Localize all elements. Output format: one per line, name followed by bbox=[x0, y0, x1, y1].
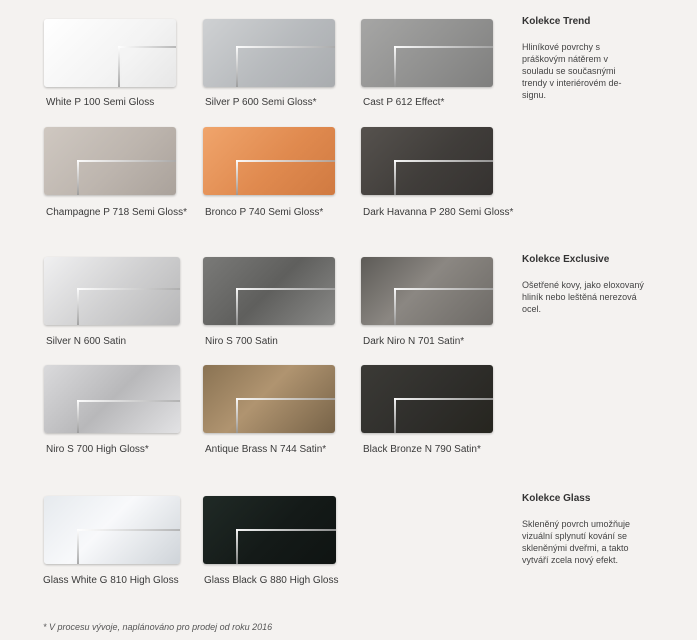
swatch-glass-black-g880 bbox=[203, 496, 336, 564]
collection-title-glass: Kolekce Glass bbox=[522, 493, 591, 504]
swatch-label: Silver N 600 Satin bbox=[46, 336, 127, 347]
swatch-label: Black Bronze N 790 Satin* bbox=[363, 444, 481, 455]
swatch-label: Silver P 600 Semi Gloss* bbox=[205, 97, 317, 108]
swatch-niro-s700 bbox=[203, 257, 335, 325]
swatch-label: Glass Black G 880 High Gloss bbox=[204, 575, 339, 586]
swatch-black-bronze-n790 bbox=[361, 365, 493, 433]
swatch-label: Champagne P 718 Semi Gloss* bbox=[46, 207, 188, 218]
swatch-label: Niro S 700 High Gloss* bbox=[46, 444, 149, 455]
swatch-white-p100 bbox=[44, 19, 176, 87]
collection-text-glass: Skleněný povrch umožňuje vizuální splynutí kování se skleněnými dveřmi, a takto vytváří zcela nový efekt. bbox=[522, 519, 631, 565]
swatch-silver-p600 bbox=[203, 19, 335, 87]
swatch-label: White P 100 Semi Gloss bbox=[46, 97, 155, 108]
footnote: * V procesu vývoje, naplánováno pro prodej od roku 2016 bbox=[43, 622, 273, 632]
swatch-dark-niro-n701 bbox=[361, 257, 493, 325]
swatch-glass-white-g810 bbox=[44, 496, 180, 564]
swatch-antique-brass-n744 bbox=[203, 365, 335, 433]
collection-text-exclusive: Ošetřené kovy, jako eloxovaný hliník nebo leštěná nerezová ocel. bbox=[522, 280, 644, 314]
swatch-cast-p612 bbox=[361, 19, 493, 87]
collection-text-trend: Hliníkové povrchy s práškovým nátěrem v souladu se současnými trendy v interiérovém de- signu. bbox=[522, 42, 622, 100]
swatch-label: Dark Havanna P 280 Semi Gloss* bbox=[363, 207, 514, 218]
swatch-label: Glass White G 810 High Gloss bbox=[43, 575, 179, 586]
swatch-label: Dark Niro N 701 Satin* bbox=[363, 336, 465, 347]
collection-title-exclusive: Kolekce Exclusive bbox=[522, 254, 610, 265]
swatch-label: Bronco P 740 Semi Gloss* bbox=[205, 207, 324, 218]
swatch-champagne-p718 bbox=[44, 127, 176, 195]
swatch-label: Antique Brass N 744 Satin* bbox=[205, 444, 327, 455]
swatch-label: Cast P 612 Effect* bbox=[363, 97, 445, 108]
collection-title-trend: Kolekce Trend bbox=[522, 16, 591, 27]
swatch-niro-s700-high-gloss bbox=[44, 365, 180, 433]
swatch-bronco-p740 bbox=[203, 127, 335, 195]
swatch-dark-havanna-p280 bbox=[361, 127, 493, 195]
swatch-label: Niro S 700 Satin bbox=[205, 336, 278, 347]
swatch-silver-n600 bbox=[44, 257, 180, 325]
